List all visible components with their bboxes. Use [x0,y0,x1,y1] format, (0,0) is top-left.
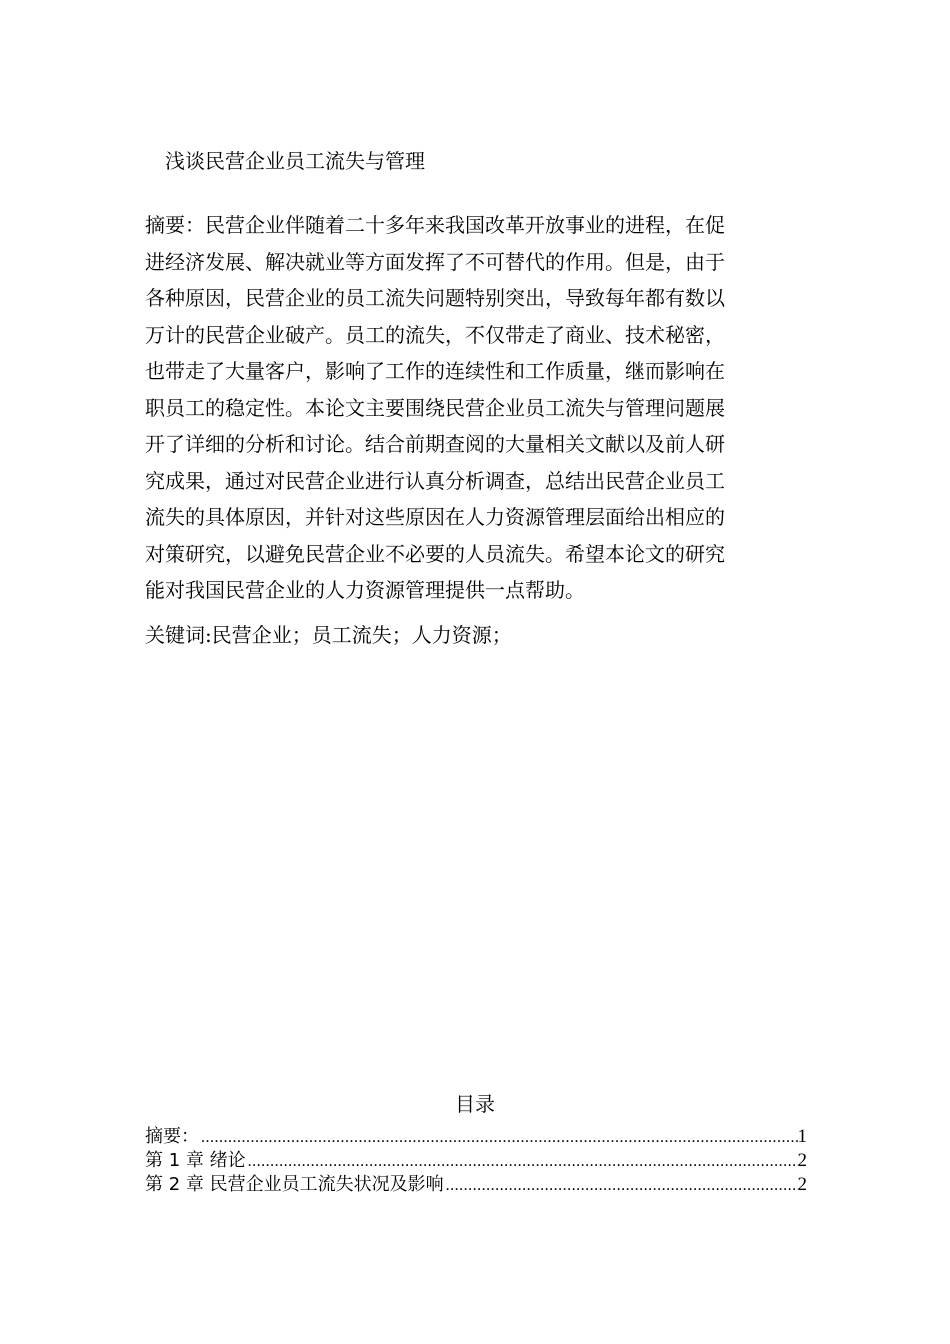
abstract-line: 万计的民营企业破产。员工的流失，不仅带走了商业、技术秘密， [145,322,725,347]
keywords-line: 关键词:民营企业；员工流失；人力资源； [145,623,512,647]
toc-entry-page: 2 [797,1150,807,1171]
toc-entry[interactable] [145,1125,807,1149]
abstract-line: 也带走了大量客户，影响了工作的连续性和工作质量，继而影响在 [145,359,725,383]
toc-title: 目录 [455,1092,495,1116]
abstract-line: 流失的具体原因，并针对这些原因在人力资源管理层面给出相应的 [145,505,725,529]
abstract-line: 各种原因，民营企业的员工流失问题特别突出，导致每年都有数以 [145,286,725,310]
abstract-line: 能对我国民营企业的人力资源管理提供一点帮助。 [145,578,585,602]
abstract-paragraph [145,207,805,609]
toc-entry-label: 摘要： [145,1126,199,1147]
abstract-text: 民营企业伴随着二十多年来我国改革开放事业的进程，在促 [205,213,725,237]
table-of-contents [145,1125,807,1197]
abstract-line: 究成果，通过对民营企业进行认真分析调查，总结出民营企业员工 [145,468,725,493]
toc-entry[interactable] [145,1149,807,1173]
abstract-line [145,207,805,244]
abstract-line: 开了详细的分析和讨论。结合前期查阅的大量相关文献以及前人研 [145,432,725,456]
toc-entry-label: 第 1 章 绪论 [145,1150,246,1171]
toc-leader-dots [199,1126,798,1150]
toc-entry-page: 1 [797,1126,807,1147]
abstract-label: 摘要： [145,213,205,237]
abstract-line: 对策研究，以避免民营企业不必要的人员流失。希望本论文的研究 [145,541,725,566]
toc-entry-page: 2 [797,1174,807,1195]
abstract-line: 进经济发展、解决就业等方面发挥了不可替代的作用。但是，由于 [145,249,725,274]
abstract-line: 职员工的稳定性。本论文主要围绕民营企业员工流失与管理问题展 [145,395,725,420]
document-title: 浅谈民营企业员工流失与管理 [165,149,425,173]
toc-leader-dots [444,1174,798,1198]
toc-entry[interactable] [145,1173,807,1197]
toc-leader-dots [246,1150,798,1174]
toc-entry-label: 第 2 章 民营企业员工流失状况及影响 [145,1174,444,1195]
